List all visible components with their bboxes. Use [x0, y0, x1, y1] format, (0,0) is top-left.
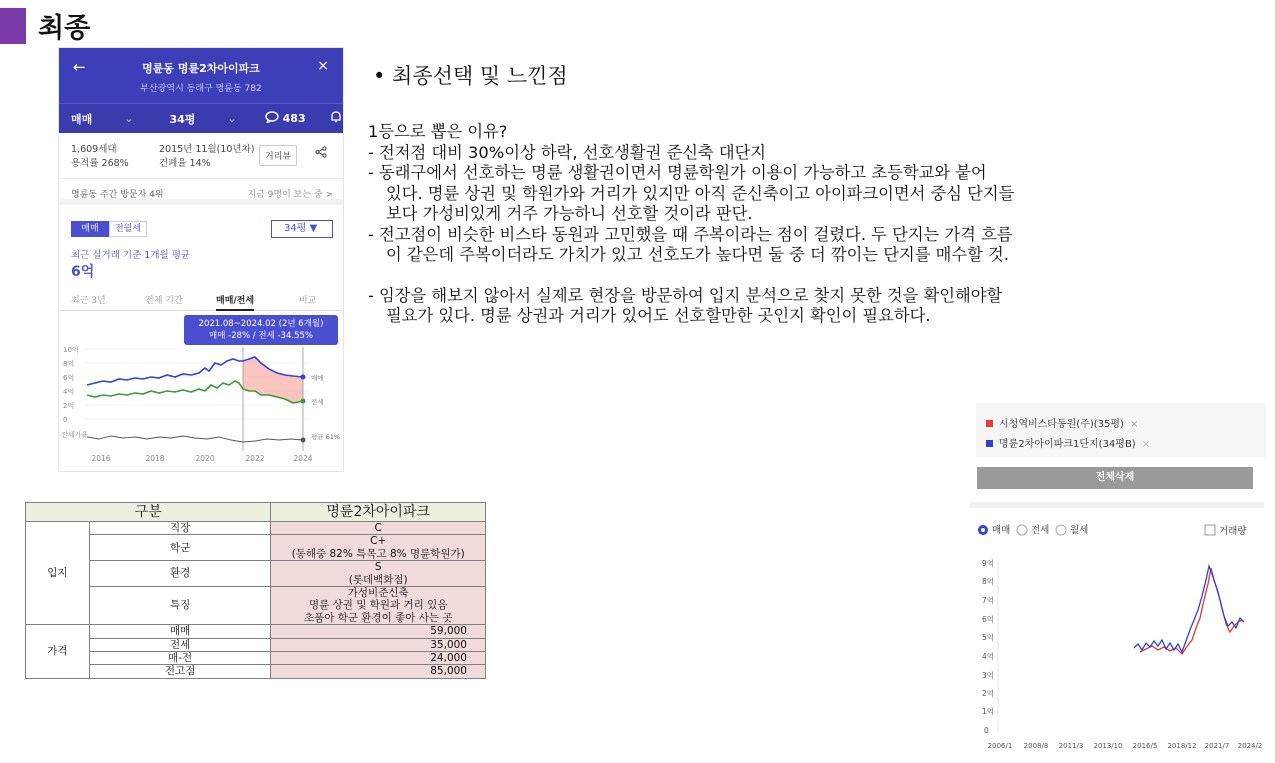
- ratio-label: 전세가율: [61, 431, 89, 439]
- chevron-down-icon[interactable]: ⌄: [227, 112, 237, 125]
- row-label: 전세: [89, 638, 271, 651]
- radio-label: 매매: [992, 525, 1011, 536]
- y-label: 3억: [982, 671, 995, 680]
- row-value: 가성비준신축 명륜 상권 및 학원과 거리 있음 초품아 학군 환경이 좋아 사는 곳: [271, 587, 486, 625]
- row-value: 24,000: [271, 652, 486, 665]
- tab-trade-jeonse[interactable]: 매매/전세: [216, 293, 254, 311]
- period-tabs: [59, 289, 344, 311]
- toggle-rent[interactable]: 전월세: [109, 221, 147, 237]
- row-label: 매매: [89, 625, 271, 638]
- x-label: 2016/5: [1132, 742, 1158, 750]
- x-label: 2008/8: [1023, 742, 1049, 750]
- y-label: 2억: [63, 402, 75, 410]
- jeonse-end-point: [301, 399, 306, 404]
- tooltip-change: 매매 -28% / 전세 -34.55%: [209, 331, 313, 341]
- viewer-count: 지금 9명이 보는 중 >: [247, 190, 333, 200]
- legend-swatch: [986, 440, 993, 447]
- end-label-trade: 매매: [311, 374, 324, 382]
- text-line: - 임장을 해보지 않아서 실제로 현장을 방문하여 입지 분석으로 찾지 못한 것을 확인해야할: [368, 285, 1003, 305]
- row-value: C: [271, 522, 486, 535]
- compare-price-chart: [970, 500, 1266, 755]
- y-label: 9억: [982, 559, 995, 568]
- share-icon[interactable]: [315, 146, 327, 161]
- row-value: S (롯데백화점): [271, 561, 486, 587]
- delete-all-button[interactable]: 전체삭제: [977, 467, 1253, 489]
- complex-name: 명륜동 명륜2차아이파크: [142, 62, 260, 75]
- legend-swatch: [986, 420, 993, 427]
- text-line: - 전고점이 비슷한 비스타 동원과 고민했을 때 주복이라는 점이 걸렸다. 두 단지는 가격 흐름: [368, 224, 1013, 244]
- bell-icon[interactable]: [330, 111, 342, 126]
- household-count: 1,609세대: [71, 144, 117, 155]
- row-label: 전고점: [89, 665, 271, 678]
- x-label: 2018/12: [1167, 742, 1197, 750]
- deal-type-bar: [59, 103, 343, 133]
- y-label: 0: [63, 416, 68, 424]
- x-label: 2011/3: [1058, 742, 1084, 750]
- compare-legend: [976, 403, 1266, 457]
- y-label: 5억: [982, 633, 995, 642]
- tab-recent-3y[interactable]: 최근 3년: [71, 296, 106, 306]
- trade-rent-toggle: [71, 221, 147, 237]
- panel-header: [59, 48, 343, 103]
- tooltip-period: 2021.08~2024.02 (2년 6개월): [198, 319, 324, 329]
- tab-compare[interactable]: 비교: [299, 296, 317, 306]
- end-label-ratio: 평균 61%: [311, 433, 341, 441]
- volume-label: 거래량: [1219, 526, 1247, 537]
- x-label: 2024/2: [1237, 742, 1263, 750]
- remove-icon[interactable]: ×: [1130, 419, 1139, 430]
- x-label: 2022: [245, 454, 265, 463]
- radio-label: 월세: [1070, 525, 1089, 536]
- text-line: 보다 가성비있게 거주 가능하니 선호할 것이라 판단.: [386, 204, 753, 223]
- street-view-button[interactable]: 거리뷰: [259, 145, 297, 166]
- apartment-detail-panel: [58, 47, 344, 472]
- row-group-label: 가격: [26, 625, 90, 679]
- text-line: - 전저점 대비 30%이상 하락, 선호생활권 준신축 대단지: [368, 142, 767, 162]
- trade-type-tab[interactable]: 매매: [71, 112, 93, 126]
- x-label: 2024: [293, 454, 313, 463]
- ratio-end-point: [301, 438, 306, 443]
- table-header: 구분: [26, 503, 271, 522]
- visitor-rank: 명륜동 주간 방문자 4위: [71, 190, 164, 200]
- myeongnyun-line: [1134, 566, 1244, 652]
- row-label: 환경: [89, 561, 271, 587]
- chevron-down-icon[interactable]: ⌄: [124, 112, 134, 125]
- comment-icon[interactable]: [265, 111, 279, 126]
- legend-item[interactable]: 명륜2차아이파크1단지(34평B) ×: [986, 435, 1150, 450]
- x-label: 2021/7: [1204, 742, 1230, 750]
- x-label: 2016: [91, 454, 111, 463]
- text-line: 필요가 있다. 명륜 상권과 거리가 있어도 선호할만한 곳인지 확인이 필요하다.: [386, 306, 931, 325]
- tab-all-period[interactable]: 전체 기간: [145, 296, 183, 306]
- back-arrow-icon[interactable]: ←: [73, 58, 86, 76]
- x-label: 2018: [145, 454, 165, 463]
- row-value: 59,000: [271, 625, 486, 638]
- comment-count: 483: [282, 112, 306, 125]
- close-icon[interactable]: ×: [317, 58, 329, 74]
- row-value: 35,000: [271, 638, 486, 651]
- radio-jeonse[interactable]: [1017, 525, 1027, 535]
- avg-price-label: 최근 실거래 기준 1개월 평균: [71, 250, 191, 261]
- y-label: 8억: [63, 360, 75, 368]
- y-label: 1억: [982, 707, 995, 716]
- y-label: 8억: [982, 577, 995, 586]
- radio-label: 전세: [1031, 525, 1050, 536]
- y-label: 0: [984, 726, 989, 735]
- x-label: 2013/10: [1093, 742, 1123, 750]
- avg-price-value: 6억: [71, 264, 95, 280]
- title-accent-bar: [0, 8, 26, 44]
- row-group-label: 입지: [26, 522, 90, 625]
- radio-monthly[interactable]: [1056, 525, 1066, 535]
- text-line: - 동래구에서 선호하는 명륜 생활권이면서 명륜학원가 이용이 가능하고 초등학교와 붙어: [368, 163, 987, 182]
- row-value: 85,000: [271, 665, 486, 678]
- complex-address: 부산광역시 동래구 명륜동 782: [140, 84, 262, 94]
- y-label: 4억: [982, 652, 995, 661]
- floor-area-ratio: 용적률 268%: [71, 158, 129, 169]
- slide-title: 최종: [38, 13, 91, 44]
- text-line: 1등으로 뽑은 이유?: [368, 122, 508, 141]
- y-label: 10억: [63, 346, 79, 354]
- vista-dongwon-line: [1140, 568, 1242, 654]
- price-trend-chart: [59, 311, 344, 472]
- visitor-rank-row[interactable]: [59, 179, 343, 205]
- complex-info: [59, 133, 343, 179]
- y-label: 6억: [63, 374, 75, 382]
- row-value: C+ (동해중 82% 특목고 8% 명륜학원가): [271, 535, 486, 561]
- text-line: 있다. 명륜 상권 및 학원가와 거리가 있지만 아직 준신축이고 아이파크이면서 중심 단지들: [386, 183, 1015, 203]
- table-header: 명륜2차아이파크: [271, 503, 486, 522]
- size-select[interactable]: 34평 ▼: [271, 220, 333, 238]
- x-label: 2020: [195, 454, 215, 463]
- legend-item[interactable]: 시청역비스타동원(주)(35평) ×: [986, 415, 1139, 430]
- text-line: 이 같은데 주복이더라도 가치가 있고 선호도가 높다면 둘 중 더 깎이는 단지를 매수할 것.: [386, 245, 1009, 264]
- built-date: 2015년 11월(10년차): [159, 144, 255, 155]
- y-label: 7억: [982, 596, 995, 605]
- jeonse-ratio-line: [87, 436, 303, 442]
- row-label: 직장: [89, 522, 271, 535]
- y-label: 6억: [982, 615, 995, 624]
- building-coverage: 건폐율 14%: [159, 158, 211, 169]
- end-label-jeonse: 전세: [311, 398, 324, 406]
- toggle-trade[interactable]: 매매: [71, 221, 109, 237]
- trade-end-point: [301, 375, 306, 380]
- section-heading: • 최종선택 및 느낀점: [373, 64, 568, 88]
- size-tab[interactable]: 34평: [169, 112, 196, 126]
- reasoning-text: [368, 122, 1268, 327]
- x-label: 2006/1: [987, 742, 1013, 750]
- volume-checkbox[interactable]: [1205, 525, 1215, 535]
- row-label: 매-전: [89, 652, 271, 665]
- y-label: 4억: [63, 388, 75, 396]
- row-label: 학군: [89, 535, 271, 561]
- comparison-table: [25, 502, 486, 679]
- y-label: 2억: [982, 689, 995, 698]
- row-label: 특징: [89, 587, 271, 625]
- remove-icon[interactable]: ×: [1141, 439, 1151, 450]
